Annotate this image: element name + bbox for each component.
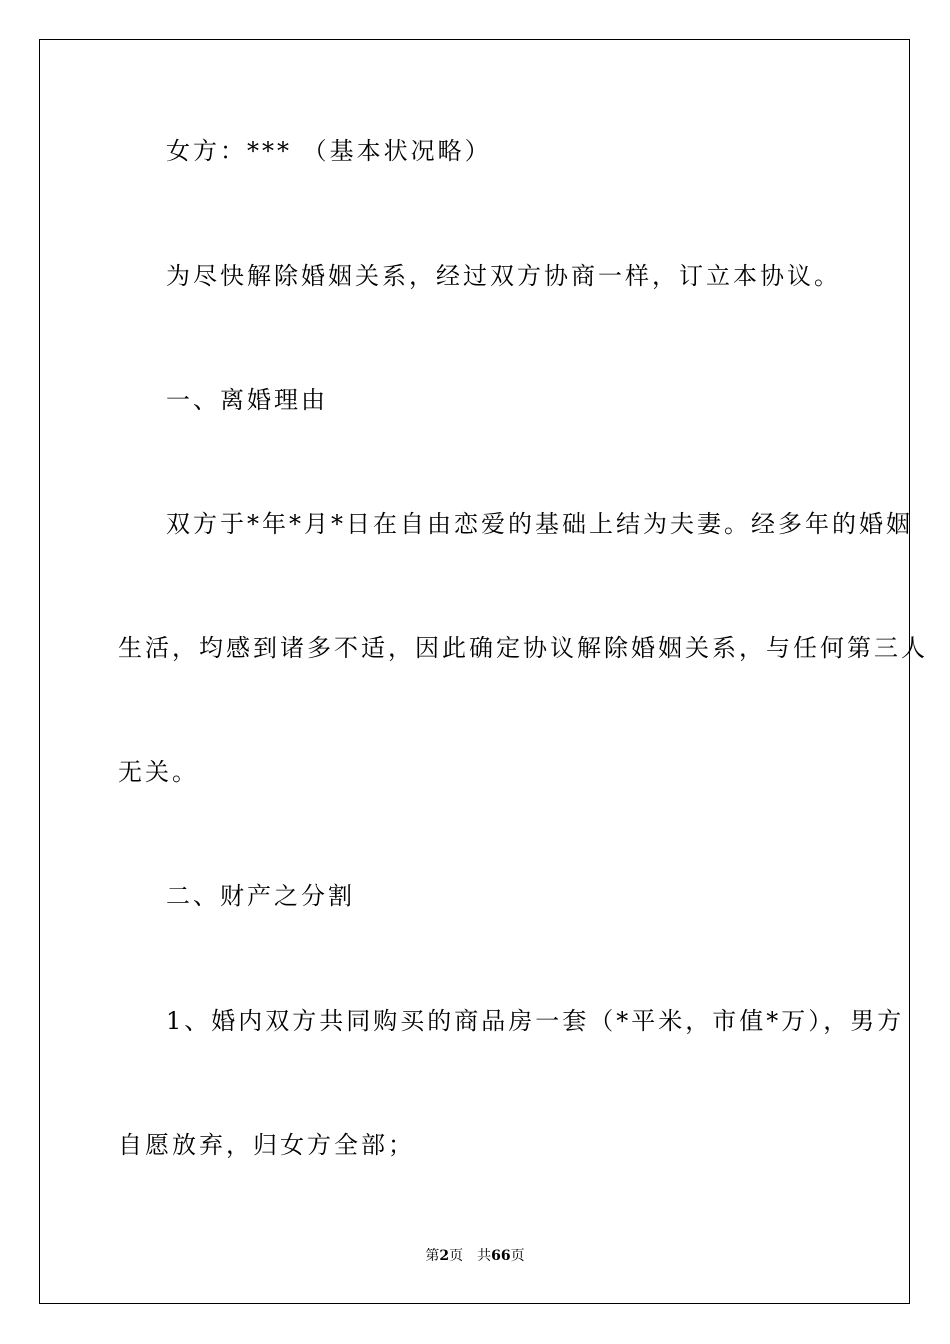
page-footer	[0, 1247, 950, 1265]
paragraph-line: 双方于*年*月*日在自由恋爱的基础上结为夫妻。经多年的婚姻	[166, 510, 913, 538]
page-suffix: 页	[449, 1248, 464, 1264]
total-prefix: 共	[477, 1248, 492, 1264]
page-border	[39, 39, 928, 1304]
section-heading-property-division: 二、财产之分割	[166, 882, 355, 910]
agreement-intro: 为尽快解除婚姻关系，经过双方协商一样，订立本协议。	[166, 262, 841, 290]
paragraph-line: 自愿放弃，归女方全部；	[118, 1131, 415, 1159]
total-pages: 66	[491, 1248, 511, 1264]
page-number: 2	[439, 1248, 450, 1264]
paragraph-line: 1、婚内双方共同购买的商品房一套（*平米，市值*万），男方	[166, 1007, 905, 1035]
total-suffix: 页	[510, 1248, 525, 1264]
party-female-line: 女方：*** （基本状况略）	[166, 137, 492, 165]
paragraph-line: 生活，均感到诸多不适，因此确定协议解除婚姻关系，与任何第三人	[118, 634, 928, 662]
page-prefix: 第	[425, 1248, 440, 1264]
section-heading-divorce-reason: 一、离婚理由	[166, 386, 328, 414]
paragraph-line: 无关。	[118, 758, 199, 786]
